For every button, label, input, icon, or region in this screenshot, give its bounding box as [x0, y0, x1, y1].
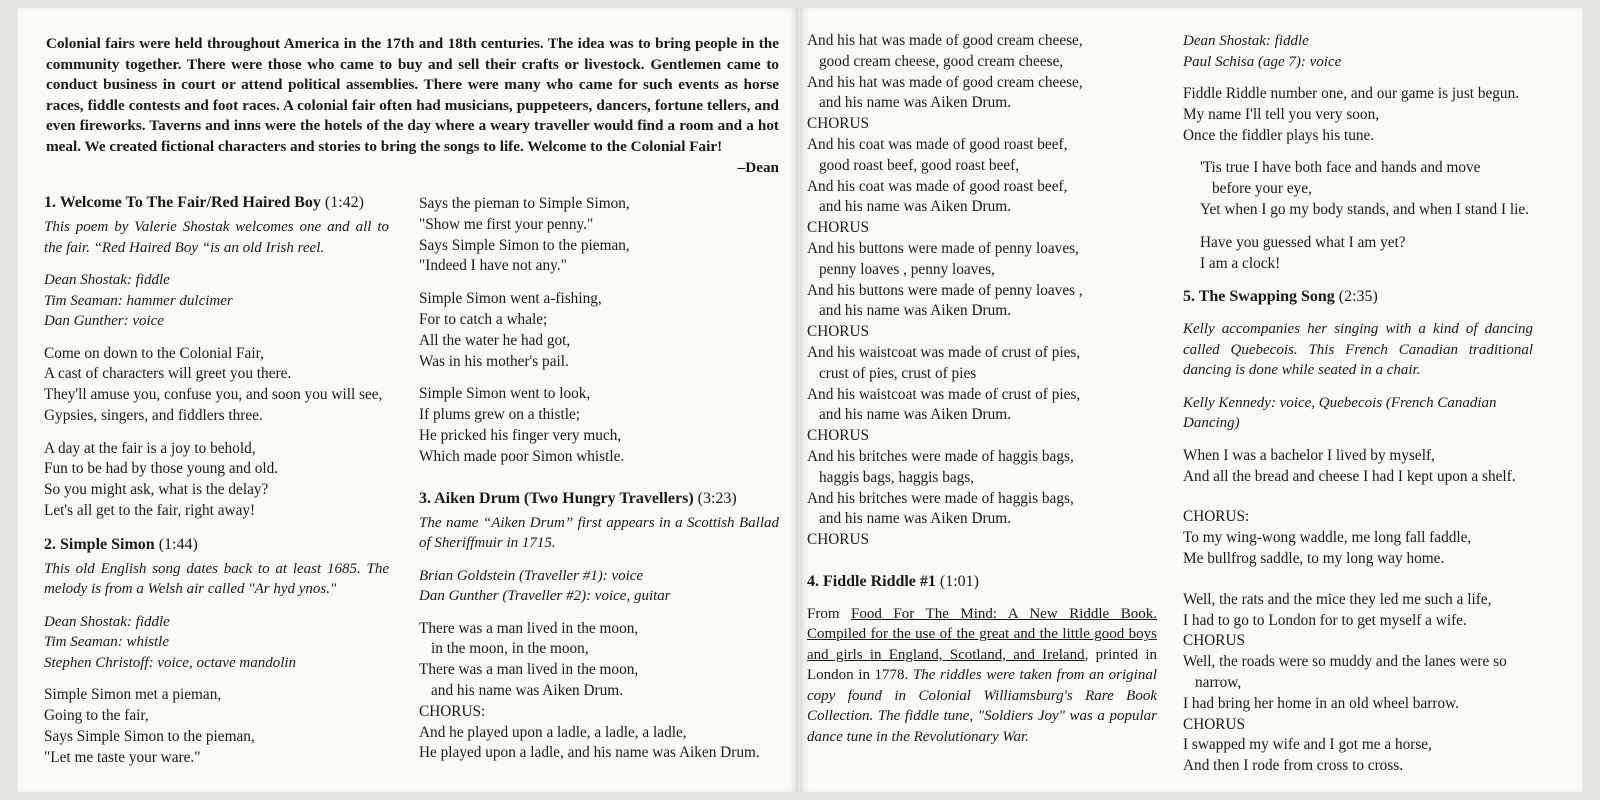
right-page — [800, 8, 1582, 792]
song3-chorus-label: CHORUS: — [419, 702, 486, 720]
song5-verse-4: I swapped my wife and I got me a horse, And then I rode from cross to cross. — [1183, 736, 1432, 775]
song4-heading: 4. Fiddle Riddle #1 (1:01) — [807, 572, 980, 590]
song3-chorus-ref: CHORUS — [807, 323, 870, 341]
song3-verse-3: And his coat was made of good roast beef, good roast beef, good roast beef, And his coat was made of good roast beef, and his name was Aiken Drum. — [807, 135, 1068, 216]
song3-verse-4: And his buttons were made of penny loaves, penny loaves , penny loaves, And his buttons were made of penny loaves , and his name was Aiken Drum. — [807, 239, 1083, 320]
song1-heading: 1. Welcome To The Fair/Red Haired Boy (1:42) — [44, 194, 365, 211]
left-page-right-column — [419, 194, 779, 764]
intro-paragraph — [46, 34, 779, 178]
song3-chorus-ref: CHORUS — [807, 115, 870, 133]
song3-credits: Brian Goldstein (Traveller #1): voice Dan Gunther (Traveller #2): voice, guitar — [419, 567, 671, 605]
song3-chorus-ref: CHORUS — [807, 531, 870, 549]
song1-note: This poem by Valerie Shostak welcomes one and all to the fair. “Red Haired Boy “is an old Irish reel. — [44, 219, 389, 256]
song3-note: The name “Aiken Drum” first appears in a Scottish Ballad of Sheriffmuir in 1715. — [419, 514, 779, 552]
song4-credits: Dean Shostak: fiddle Paul Schisa (age 7): voice — [1183, 33, 1342, 70]
song3-chorus-ref: CHORUS — [807, 427, 870, 445]
intro-text: Colonial fairs were held throughout America in the 17th and 18th centuries. The idea was to bring people in the community together. There were those who came to buy and sell their crafts or livestock. Gentlemen came to conduct business in court or attend political assemblies. There were many who came for such events as horse races, fiddle contests and foot races. A colonial fair often had musicians, puppeteers, dancers, fortune tellers, and even fireworks. Taverns and inns were the hotels of the day where a weary traveller would find a room and a hot meal. We created fictional characters and stories to bring the songs to life. Welcome to the Colonial Fair! — [46, 35, 779, 155]
song4-book-title: Food For The Mind: A New Riddle Book. Compiled for the use of the great and the little good boys and girls in England, Scotland, and Ireland — [807, 605, 1157, 663]
song3-chorus-ref: CHORUS — [807, 219, 870, 237]
song2-note: This old English song dates back to at least 1685. The melody is from a Welsh air called "Ar hyd ynos." — [44, 560, 389, 598]
song2-heading: 2. Simple Simon (1:44) — [44, 535, 198, 553]
song3-heading: 3. Aiken Drum (Two Hungry Travellers) (3:23) — [419, 489, 737, 507]
song5-verse-1: When I was a bachelor I lived by myself, And all the bread and cheese I had I kept upon a shelf. — [1183, 446, 1516, 485]
intro-signature: –Dean — [737, 158, 779, 176]
song1-credits: Dean Shostak: fiddle Tim Seaman: hammer dulcimer Dan Gunther: voice — [44, 272, 233, 329]
song2-verse-1: Simple Simon met a pieman, Going to the fair, Says Simple Simon to the pieman, "Let me taste your ware." — [44, 686, 255, 766]
song3-verse-2: And his hat was made of good cream cheese, good cream cheese, good cream cheese, And his hat was made of good cream cheese, and his name was Aiken Drum. — [807, 32, 1083, 112]
song2-verse-2: Says the pieman to Simple Simon, "Show me first your penny." Says Simple Simon to the pieman, "Indeed I have not any." — [419, 195, 630, 275]
song3-verse-6: And his britches were made of haggis bags, haggis bags, haggis bags, And his britches were made of haggis bags, and his name was Aiken Drum. — [807, 447, 1074, 528]
song4-verse-1: Fiddle Riddle number one, and our game is just begun. My name I'll tell you very soon, Once the fiddler plays his tune. — [1183, 85, 1520, 144]
song5-note: Kelly accompanies her singing with a kind of dancing called Quebecois. This French Canadian traditional dancing is done while seated in a chair. — [1183, 321, 1533, 379]
song5-verse-2: Well, the rats and the mice they led me such a life, I had to go to London for to get myself a wife. — [1183, 590, 1492, 629]
song5-chorus-label: CHORUS: — [1183, 508, 1250, 526]
song2-verse-4: Simple Simon went to look, If plums grew on a thistle; He pricked his finger very much, Which made poor Simon whistle. — [419, 385, 625, 465]
song3-verse-5: And his waistcoat was made of crust of pies, crust of pies, crust of pies And his waistcoat was made of crust of pies, and his name was Aiken Drum. — [807, 343, 1081, 424]
song4-verse-3: Have you guessed what I am yet? I am a clock! — [1200, 233, 1406, 272]
song5-chorus-ref: CHORUS — [1183, 715, 1246, 733]
song1-verse-1: Come on down to the Colonial Fair, A cast of characters will greet you there. They'll amuse you, confuse you, and soon you will see, Gypsies, singers, and fiddlers three. — [44, 344, 383, 424]
song1-verse-2: A day at the fair is a joy to behold, Fun to be had by those young and old. So you might ask, what is the delay? Let's all get to the fair, right away! — [44, 439, 279, 520]
song5-heading: 5. The Swapping Song (2:35) — [1183, 288, 1378, 306]
song2-verse-3: Simple Simon went a-fishing, For to catch a whale; All the water he had got, Was in his mother's pail. — [419, 290, 602, 370]
song3-chorus: And he played upon a ladle, a ladle, a ladle, He played upon a ladle, and his name was Aiken Drum. — [419, 723, 760, 762]
song5-credits: Kelly Kennedy: voice, Quebecois (French Canadian Dancing) — [1183, 394, 1497, 432]
song4-note: From Food For The Mind: A New Riddle Book. Compiled for the use of the great and the little good boys and girls in England, Scotland, and Ireland, printed in London in 1778. The riddles were taken from an original copy found in Colonial Williamsburg's Rare Book Collection. The fiddle tune, "Soldiers Joy" was a popular dance tune in the Revolutionary War. — [807, 605, 1157, 745]
song5-chorus: To my wing-wong waddle, me long fall faddle, Me bullfrog saddle, to my long way home. — [1183, 529, 1472, 568]
song4-verse-2: 'Tis true I have both face and hands and move before your eye, Yet when I go my body stands, and when I stand I lie. — [1200, 159, 1529, 218]
song3-verse-1: There was a man lived in the moon, in the moon, in the moon, There was a man lived in the moon, and his name was Aiken Drum. — [419, 619, 639, 699]
right-page-left-column — [807, 31, 1157, 747]
song5-chorus-ref: CHORUS — [1183, 632, 1246, 650]
right-page-right-column — [1183, 31, 1533, 777]
left-page — [18, 8, 798, 792]
left-column — [44, 192, 389, 769]
song2-credits: Dean Shostak: fiddle Tim Seaman: whistle Stephen Christoff: voice, octave mandolin — [44, 613, 297, 671]
song5-verse-3: Well, the roads were so muddy and the lanes were so narrow, I had bring her home in an old wheel barrow. — [1183, 653, 1507, 712]
